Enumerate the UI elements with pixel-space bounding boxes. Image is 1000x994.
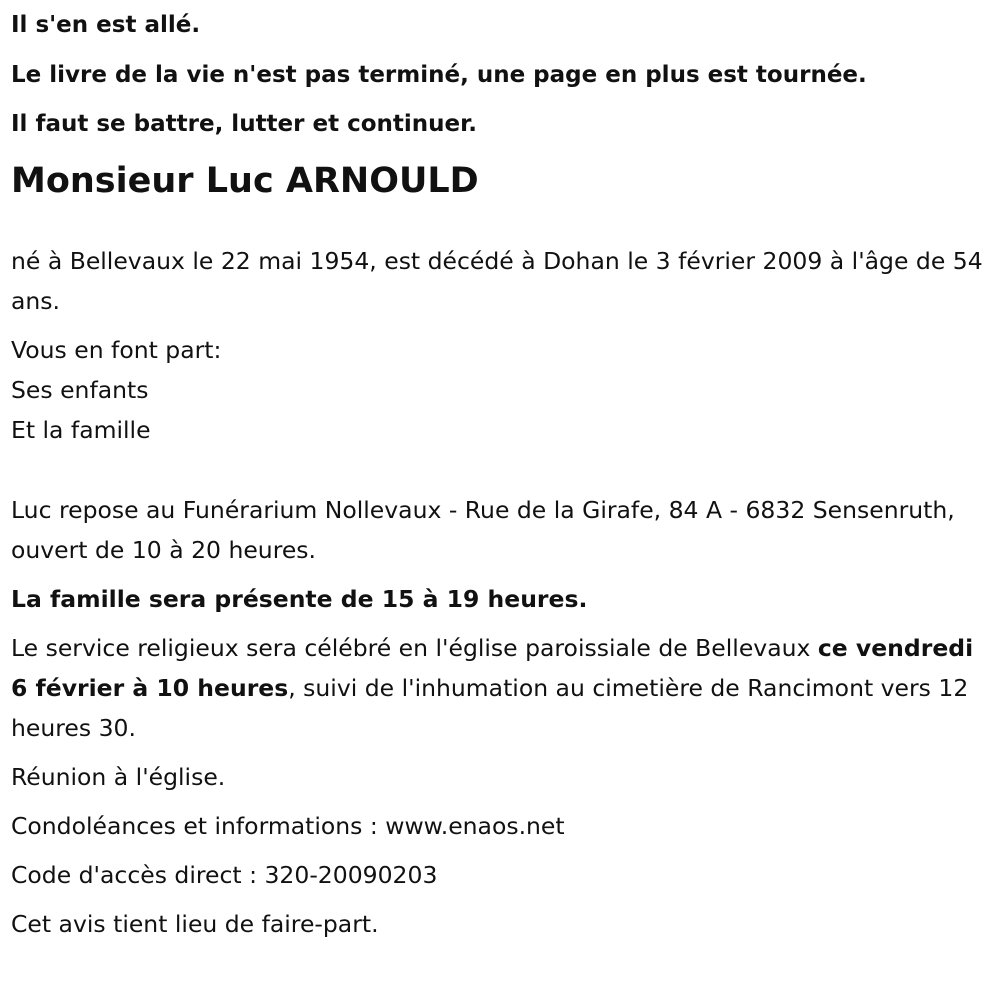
intro-line-2: Le livre de la vie n'est pas terminé, une page en plus est tournée. bbox=[11, 61, 867, 88]
condolences-text: Condoléances et informations : www.enaos.net bbox=[11, 811, 565, 840]
access-code-text: Code d'accès direct : 320-20090203 bbox=[11, 860, 438, 889]
spacer bbox=[11, 450, 989, 490]
service-date-highlight: ce vendredi 6 février à 10 heures bbox=[11, 633, 974, 702]
intro-verse bbox=[11, 10, 989, 139]
closing-text: Cet avis tient lieu de faire-part. bbox=[11, 909, 379, 938]
repose-text: Luc repose au Funérarium Nollevaux - Rue de la Girafe, 84 A - 6832 Sensenruth, ouvert de 10 à 20 heures. bbox=[11, 495, 955, 564]
service-text-before: Le service religieux sera célébré en l'église paroissiale de Bellevaux bbox=[11, 633, 818, 662]
meeting-text: Réunion à l'église. bbox=[11, 762, 226, 791]
service-text bbox=[11, 628, 989, 748]
intro-line-3: Il faut se battre, lutter et continuer. bbox=[11, 111, 477, 137]
deceased-name: Monsieur Luc ARNOULD bbox=[11, 160, 479, 201]
intro-line-1: Il s'en est allé. bbox=[11, 12, 201, 38]
service-text-after: , suivi de l'inhumation au cimetière de Rancimont vers 12 heures 30. bbox=[11, 673, 969, 742]
announcers-intro: Vous en font part: bbox=[11, 335, 222, 364]
birth-death-text: né à Bellevaux le 22 mai 1954, est décédé à Dohan le 3 février 2009 à l'âge de 54 ans. bbox=[11, 246, 983, 315]
announcer-children: Ses enfants bbox=[11, 375, 149, 404]
obituary-body bbox=[11, 241, 989, 944]
announcer-family: Et la famille bbox=[11, 415, 151, 444]
family-presence-text: La famille sera présente de 15 à 19 heures. bbox=[11, 584, 588, 613]
